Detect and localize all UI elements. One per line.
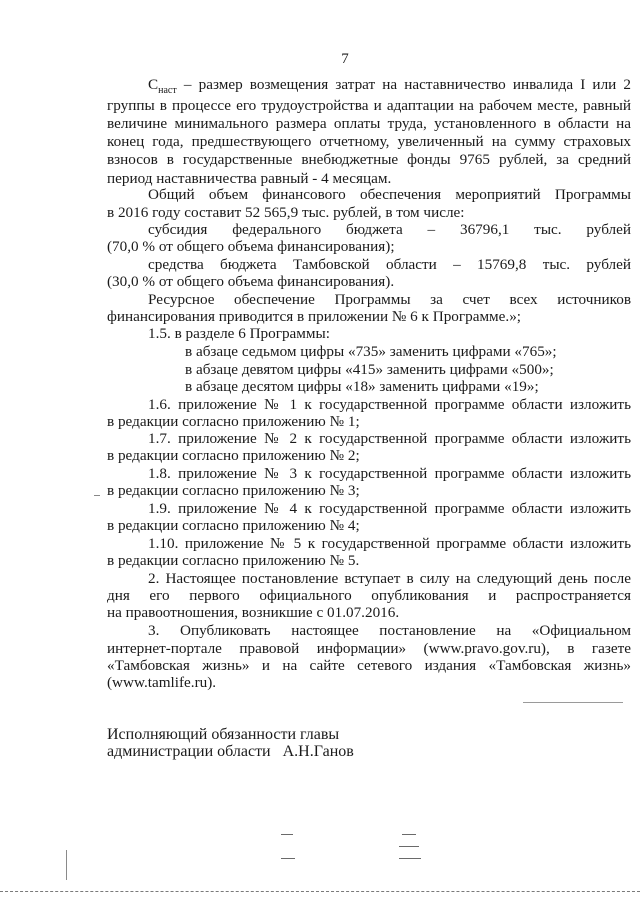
signature-name: А.Н.Ганов [282, 743, 354, 760]
paragraph-line: 1.9. приложение № 4 к государственной программе области изложить [148, 500, 631, 517]
paragraph-line: в редакции согласно приложению № 4; [107, 517, 360, 534]
paragraph-line: период наставничества равный - 4 месяцам. [107, 170, 392, 187]
paragraph-line: средства бюджета Тамбовской области – 15769,8 тыс. рублей [148, 256, 631, 273]
signature-title: Исполняющий обязанности главы [107, 726, 340, 743]
paragraph-line: в 2016 году составит 52 565,9 тыс. рублей, в том числе: [107, 204, 465, 221]
paragraph-line: в редакции согласно приложению № 2; [107, 447, 360, 464]
paragraph-line: 1.8. приложение № 3 к государственной программе области изложить [148, 465, 631, 482]
paragraph-line: в редакции согласно приложению № 3; [107, 482, 360, 499]
paragraph-line: на правоотношения, возникшие с 01.07.2016. [107, 604, 400, 621]
paragraph-line: взносов в государственные внебюджетные фонды 9765 рублей, за средний [107, 151, 631, 168]
paragraph-line: 2. Настоящее постановление вступает в силу на следующий день после [148, 570, 631, 587]
paragraph-line: «Тамбовская жизнь» и на сайте сетевого издания «Тамбовская жизнь» [107, 657, 631, 674]
paragraph-line: Общий объем финансового обеспечения мероприятий Программы [148, 186, 631, 203]
paragraph-line: группы в процессе его трудоустройства и адаптации на рабочем месте, равный [107, 97, 631, 114]
paragraph-line: (30,0 % от общего объема финансирования). [107, 273, 395, 290]
paragraph-line: 1.10. приложение № 5 к государственной программе области изложить [148, 535, 631, 552]
signature-position: администрации области [107, 743, 271, 760]
paragraph-line: дня его первого официального опубликования и распространяется [107, 587, 631, 604]
page-number: 7 [341, 51, 349, 67]
signature-title-line2 [107, 743, 354, 760]
paragraph-line: (www.tamlife.ru). [107, 674, 217, 691]
paragraph-line: конец года, предшествующего отчетному, увеличенный на сумму страховых [107, 133, 631, 150]
paragraph-line: в абзаце девятом цифры «415» заменить цифрами «500»; [185, 361, 554, 378]
paragraph-line: субсидия федерального бюджета – 36796,1 тыс. рублей [148, 221, 631, 238]
paragraph-line: 3. Опубликовать настоящее постановление на «Официальном [148, 622, 631, 639]
paragraph-line: 1.5. в разделе 6 Программы: [148, 325, 330, 342]
paragraph-line: в редакции согласно приложению № 1; [107, 413, 360, 430]
paragraph-line: величине минимального размера оплаты труда, установленного в области на [107, 115, 631, 132]
paragraph-line: 1.7. приложение № 2 к государственной программе области изложить [148, 430, 631, 447]
paragraph-line: в абзаце седьмом цифры «735» заменить цифрами «765»; [185, 343, 557, 360]
paragraph-line: в редакции согласно приложению № 5. [107, 552, 360, 569]
paragraph-line: интернет-портале правовой информации» (www.pravo.gov.ru), в газете [107, 640, 631, 657]
paragraph-line: $С_{наст}$ – размер возмещения затрат на наставничество инвалида I или 2 [148, 76, 631, 96]
paragraph-line: 1.6. приложение № 1 к государственной программе области изложить [148, 396, 631, 413]
paragraph-line: Ресурсное обеспечение Программы за счет всех источников [148, 291, 631, 308]
paragraph-line: финансирования приводится в приложении № 6 к Программе.»; [107, 308, 522, 325]
paragraph-line: в абзаце десятом цифры «18» заменить цифрами «19»; [185, 378, 539, 395]
paragraph-line: (70,0 % от общего объема финансирования); [107, 238, 395, 255]
